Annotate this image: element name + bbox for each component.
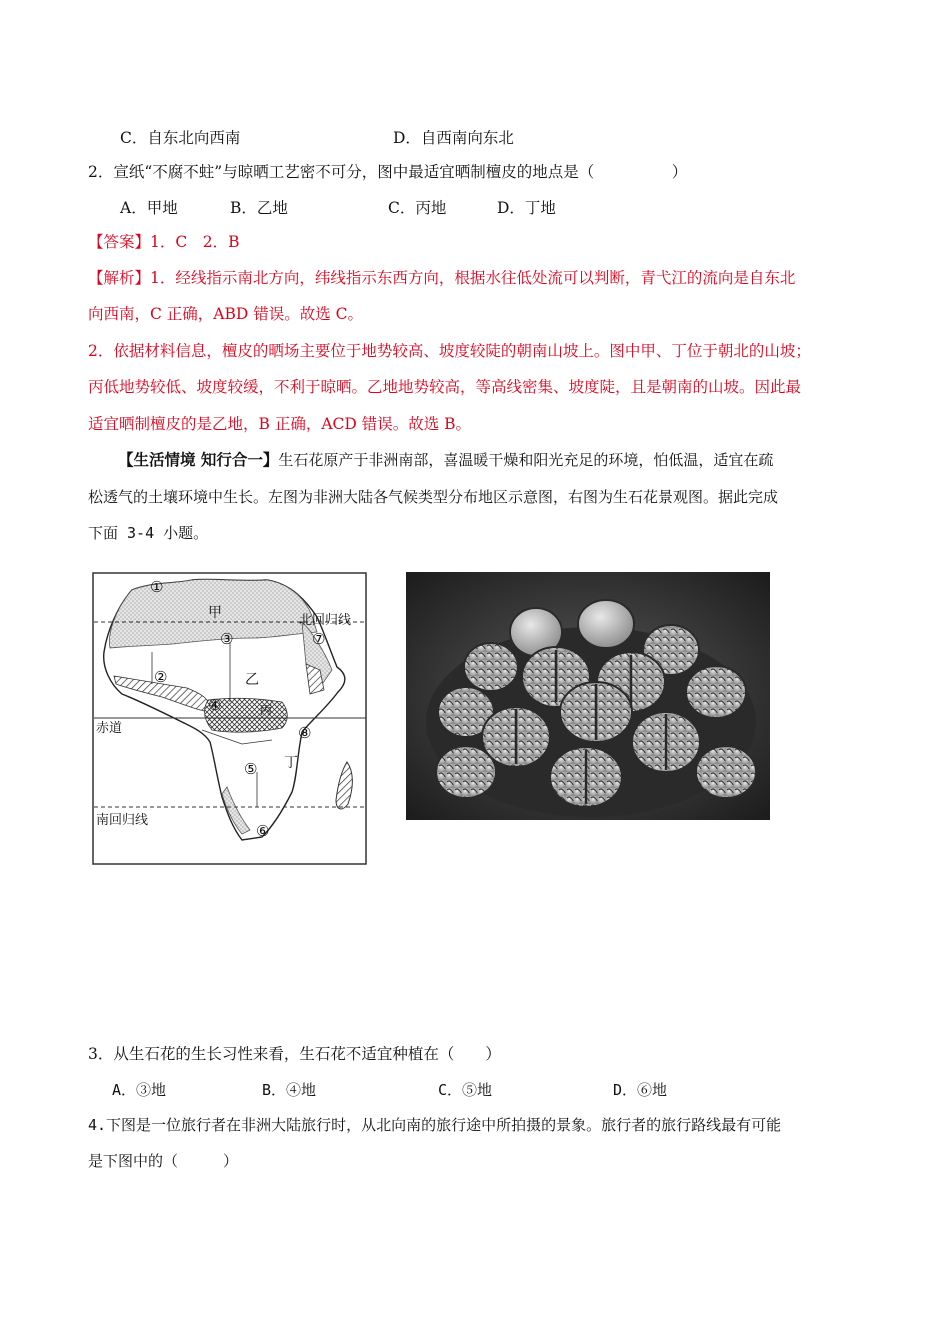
map-label-ding: 丁 — [284, 755, 298, 771]
q1-option-c: C．自东北向西南 — [120, 129, 241, 147]
q3-option-a: A．③地 — [112, 1081, 167, 1099]
q3-option-c: C．⑤地 — [438, 1081, 493, 1099]
answer-text: 1．C 2．B — [150, 233, 240, 251]
map-marker-4: ④ — [208, 696, 222, 714]
analysis-line-5: 适宜晒制檀皮的是乙地，B 正确，ACD 错误。故选 B。 — [88, 415, 472, 433]
q2-option-d: D．丁地 — [497, 199, 556, 217]
q3-stem: 3．从生石花的生长习性来看，生石花不适宜种植在（ ） — [88, 1045, 501, 1063]
map-label-tropic-s: 南回归线 — [96, 813, 149, 828]
map-marker-6: ⑥ — [256, 822, 270, 840]
answer-line — [88, 232, 240, 252]
analysis-line-1 — [88, 268, 795, 288]
map-marker-8: ⑧ — [298, 724, 312, 742]
analysis-line-2: 向西南，C 正确，ABD 错误。故选 C。 — [88, 305, 364, 323]
context-line-3: 下面 3-4 小题。 — [88, 524, 209, 542]
q3-option-b: B．④地 — [262, 1081, 317, 1099]
map-marker-2: ② — [154, 668, 168, 686]
map-marker-7: ⑦ — [312, 630, 326, 648]
q2-option-b: B．乙地 — [230, 199, 288, 217]
context-text-1: 生石花原产于非洲南部，喜温暖干燥和阳光充足的环境，怕低温，适宜在疏 — [278, 451, 774, 469]
map-marker-1: ① — [150, 578, 164, 596]
analysis-tag: 【解析】 — [88, 269, 151, 287]
q3-option-d: D．⑥地 — [613, 1081, 668, 1099]
context-line-1 — [118, 450, 773, 470]
context-tag: 【生活情境 知行合一】 — [118, 450, 279, 469]
context-line-2: 松透气的土壤环境中生长。左图为非洲大陆各气候类型分布地区示意图，右图为生石花景观图。据此完成 — [88, 488, 779, 506]
q2-option-c: C．丙地 — [388, 199, 447, 217]
q1-option-d: D．自西南向东北 — [393, 129, 514, 147]
map-label-tropic-n: 北回归线 — [299, 613, 352, 628]
africa-climate-map — [92, 572, 368, 870]
analysis-text-1: 1．经线指示南北方向，纬线指示东西方向，根据水往低处流可以判断，青弋江的流向是自东北 — [150, 269, 796, 287]
map-label-equator: 赤道 — [96, 721, 123, 736]
map-label-yi: 乙 — [245, 672, 259, 688]
map-marker-3: ③ — [220, 630, 234, 648]
map-label-jia: 甲 — [208, 605, 222, 621]
lithops-photo — [406, 572, 770, 824]
map-marker-5: ⑤ — [244, 760, 258, 778]
answer-tag: 【答案】 — [88, 233, 151, 251]
analysis-line-3: 2．依据材料信息，檀皮的晒场主要位于地势较高、坡度较陡的朝南山坡上。图中甲、丁位于朝北的山坡； — [88, 342, 811, 360]
analysis-line-4: 丙低地势较低、坡度较缓，不利于晾晒。乙地地势较高，等高线密集、坡度陡，且是朝南的山坡。因此最 — [88, 378, 802, 396]
q2-stem: 2．宣纸“不腐不蛀”与晾晒工艺密不可分，图中最适宜晒制檀皮的地点是（ ） — [88, 163, 688, 181]
q4-line-1: 4.下图是一位旅行者在非洲大陆旅行时，从北向南的旅行途中所拍摄的景象。旅行者的旅行路线最有可能 — [88, 1116, 782, 1134]
map-label-bing: 丙 — [260, 703, 273, 717]
q2-option-a: A．甲地 — [120, 199, 178, 217]
q4-line-2: 是下图中的（ ） — [88, 1152, 239, 1170]
